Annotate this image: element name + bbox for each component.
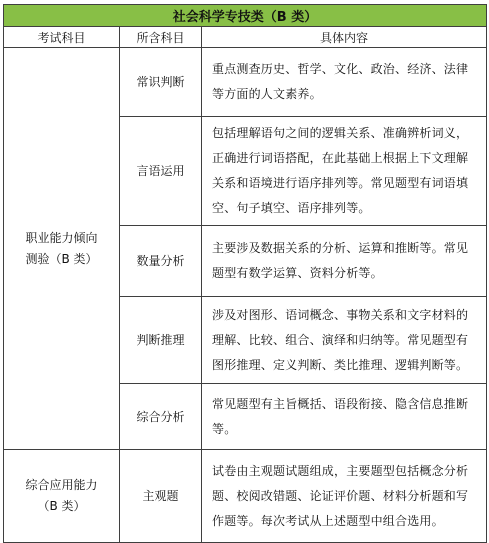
content-comprehensive: 常见题型有主旨概括、语段衔接、隐含信息推断等。 [202,384,487,450]
content-verbal: 包括理解语句之间的逻辑关系、准确辨析词义，正确进行词语搭配，在此基础上根据上下文理解关系和语境进行语序排列等。常见题型有词语填空、句子填空、语序排列等。 [202,117,487,226]
content-common-sense: 重点测查历史、哲学、文化、政治、经济、法律等方面的人文素养。 [202,48,487,117]
header-row [4,27,487,48]
subject-quantitative: 数量分析 [120,226,202,297]
header-content: 具体内容 [202,27,487,48]
title-row [4,5,487,27]
subject-subjective: 主观题 [120,450,202,543]
exam-table [3,4,487,543]
table-row [4,48,487,117]
header-exam-subject: 考试科目 [4,27,120,48]
exam-applied-ability: 综合应用能力 （B 类） [4,450,120,543]
table-title: 社会科学专技类（B 类） [4,5,487,27]
header-included-subjects: 所含科目 [120,27,202,48]
subject-comprehensive: 综合分析 [120,384,202,450]
table-row [4,450,487,543]
subject-common-sense: 常识判断 [120,48,202,117]
subject-verbal: 言语运用 [120,117,202,226]
subject-reasoning: 判断推理 [120,297,202,384]
exam-vocational-aptitude: 职业能力倾向 测验（B 类） [4,48,120,450]
content-reasoning: 涉及对图形、语词概念、事物关系和文字材料的理解、比较、组合、演绎和归纳等。常见题型有图形推理、定义判断、类比推理、逻辑判断等。 [202,297,487,384]
content-subjective: 试卷由主观题试题组成，主要题型包括概念分析题、校阅改错题、论证评价题、材料分析题和写作题等。每次考试从上述题型中组合选用。 [202,450,487,543]
content-quantitative: 主要涉及数据关系的分析、运算和推断等。常见题型有数学运算、资料分析等。 [202,226,487,297]
